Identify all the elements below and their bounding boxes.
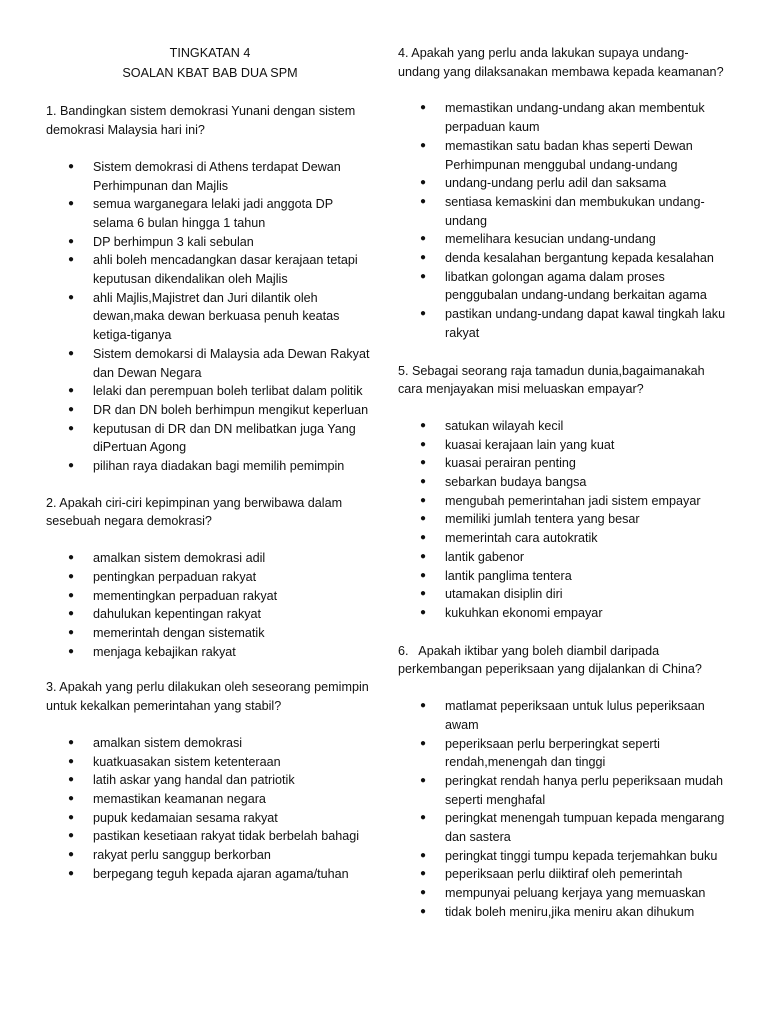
answer-item: [46, 382, 374, 401]
answer-item: [398, 548, 726, 567]
answer-text: pastikan undang-undang dapat kawal tingkah laku rakyat: [445, 307, 726, 340]
answer-item: [46, 605, 374, 624]
answer-item: [398, 305, 726, 342]
answer-item: [398, 735, 726, 772]
answer-text: pupuk kedamaian sesama rakyat: [93, 810, 278, 825]
answer-text: kuasai kerajaan lain yang kuat: [445, 437, 615, 452]
question-text: 2. Apakah ciri-ciri kepimpinan yang berwibawa dalam sesebuah negara demokrasi?: [46, 495, 343, 529]
answer-text: kuatkuasakan sistem ketenteraan: [93, 754, 281, 769]
bullet-icon: ●: [68, 160, 75, 172]
answer-item: [398, 492, 726, 511]
answer-text: mempunyai peluang kerjaya yang memuaskan: [445, 886, 706, 901]
question-text: 1. Bandingkan sistem demokrasi Yunani dengan sistem demokrasi Malaysia hari ini?: [46, 104, 356, 138]
answer-item: [46, 624, 374, 643]
bullet-icon: ●: [68, 774, 75, 786]
answer-item: [398, 193, 726, 230]
answer-text: amalkan sistem demokrasi: [93, 735, 243, 750]
answer-text: peringkat rendah hanya perlu peperiksaan mudah seperti menghafal: [445, 773, 723, 807]
answer-item: [398, 884, 726, 903]
bullet-icon: ●: [420, 270, 427, 282]
answer-item: [46, 568, 374, 587]
header-level: TINGKATAN 4: [169, 46, 251, 60]
question-block-1: [46, 102, 374, 475]
answer-item: [46, 771, 374, 790]
answer-item: [398, 510, 726, 529]
answer-text: memastikan satu badan khas seperti Dewan Perhimpunan menggubal undang-undang: [445, 138, 693, 172]
answer-item: [46, 809, 374, 828]
answer-item: [398, 230, 726, 249]
answer-text: utamakan disiplin diri: [445, 587, 563, 602]
answer-text: tidak boleh meniru,jika meniru akan dihukum: [445, 904, 695, 919]
answer-item: [46, 643, 374, 662]
answer-item: [46, 865, 374, 884]
answer-text: kukuhkan ekonomi empayar: [445, 605, 603, 620]
answer-list: [46, 734, 374, 884]
answer-item: [46, 401, 374, 420]
answer-item: [46, 420, 374, 457]
answer-text: pastikan kesetiaan rakyat tidak berbelah bahagi: [93, 829, 360, 844]
answer-text: berpegang teguh kepada ajaran agama/tuhan: [93, 866, 349, 881]
answer-text: memastikan keamanan negara: [93, 791, 266, 806]
answer-item: [398, 174, 726, 193]
question-block-2: [46, 494, 374, 662]
answer-item: [46, 345, 374, 382]
answer-list: [398, 99, 726, 342]
answer-text: DR dan DN boleh berhimpun mengikut keperluan: [93, 402, 369, 417]
bullet-icon: ●: [420, 195, 427, 207]
question-text: 3. Apakah yang perlu dilakukan oleh seseorang pemimpin untuk kekalkan pemerintahan yang stabil?: [46, 680, 369, 714]
bullet-icon: ●: [420, 887, 427, 899]
answer-item: [398, 417, 726, 436]
bullet-icon: ●: [68, 254, 75, 266]
bullet-icon: ●: [68, 608, 75, 620]
answer-text: ahli Majlis,Majistret dan Juri dilantik oleh dewan,maka dewan berkuasa penuh keatas ketiga-tiganya: [93, 290, 340, 343]
answer-item: [398, 436, 726, 455]
question-block-6: [398, 642, 726, 922]
answer-text: memastikan undang-undang akan membentuk perpaduan kaum: [445, 101, 705, 135]
bullet-icon: ●: [68, 792, 75, 804]
bullet-icon: ●: [420, 308, 427, 320]
answer-text: ahli boleh mencadangkan dasar kerajaan tetapi keputusan dikendalikan oleh Majlis: [93, 253, 358, 287]
bullet-icon: ●: [420, 177, 427, 189]
bullet-icon: ●: [420, 774, 427, 786]
bullet-icon: ●: [420, 252, 427, 264]
answer-text: menjaga kebajikan rakyat: [93, 644, 236, 659]
answer-item: [46, 549, 374, 568]
question-block-4: [398, 44, 726, 343]
question-text: 5. Sebagai seorang raja tamadun dunia,bagaimanakah cara menjayakan misi meluaskan empayar?: [398, 363, 705, 397]
bullet-icon: ●: [68, 198, 75, 210]
bullet-icon: ●: [68, 849, 75, 861]
answer-item: [398, 604, 726, 623]
bullet-icon: ●: [68, 552, 75, 564]
answer-text: kuasai perairan penting: [445, 456, 576, 471]
answer-item: [398, 585, 726, 604]
answer-item: [398, 99, 726, 136]
bullet-icon: ●: [68, 385, 75, 397]
answer-text: keputusan di DR dan DN melibatkan juga Yang diPertuan Agong: [93, 421, 356, 455]
bullet-icon: ●: [420, 812, 427, 824]
bullet-icon: ●: [420, 457, 427, 469]
answer-text: matlamat peperiksaan untuk lulus peperiksaan awam: [445, 699, 705, 732]
answer-item: [46, 195, 374, 232]
answer-text: peringkat menengah tumpuan kepada mengarang dan sastera: [445, 811, 725, 845]
document-header: [46, 44, 374, 82]
answer-list: [46, 549, 374, 661]
answer-item: [398, 268, 726, 305]
bullet-icon: ●: [420, 737, 427, 749]
header-title: SOALAN KBAT BAB DUA SPM: [122, 65, 298, 80]
left-column: [46, 44, 374, 883]
bullet-icon: ●: [68, 422, 75, 434]
bullet-icon: ●: [68, 589, 75, 601]
answer-list: [398, 697, 726, 921]
bullet-icon: ●: [68, 830, 75, 842]
bullet-icon: ●: [420, 569, 427, 581]
answer-text: mengubah pemerintahan jadi sistem empayar: [445, 493, 701, 508]
bullet-icon: ●: [68, 460, 75, 472]
answer-text: memerintah dengan sistematik: [93, 625, 265, 640]
answer-text: memerintah cara autokratik: [445, 531, 598, 546]
bullet-icon: ●: [420, 513, 427, 525]
answer-text: peperiksaan perlu berperingkat seperti rendah,menengah dan tinggi: [445, 736, 660, 770]
answer-text: Sistem demokarsi di Malaysia ada Dewan Rakyat dan Dewan Negara: [93, 346, 370, 380]
answer-item: [46, 790, 374, 809]
answer-item: [398, 697, 726, 734]
answer-text: peringkat tinggi tumpu kepada terjemahkan buku: [445, 848, 718, 863]
bullet-icon: ●: [420, 494, 427, 506]
right-column: [398, 44, 726, 922]
answer-text: semua warganegara lelaki jadi anggota DP selama 6 bulan hingga 1 tahun: [93, 197, 333, 230]
answer-item: [398, 454, 726, 473]
answer-item: [46, 846, 374, 865]
answer-item: [398, 809, 726, 846]
answer-item: [398, 249, 726, 268]
answer-list: [398, 417, 726, 623]
answer-text: pilihan raya diadakan bagi memilih pemimpin: [93, 459, 345, 474]
bullet-icon: ●: [68, 291, 75, 303]
question-block-3: [46, 678, 374, 883]
answer-item: [398, 473, 726, 492]
bullet-icon: ●: [68, 867, 75, 879]
answer-text: peperiksaan perlu diiktiraf oleh pemerintah: [445, 867, 683, 882]
answer-item: [46, 753, 374, 772]
answer-text: memiliki jumlah tentera yang besar: [445, 512, 640, 527]
answer-text: memelihara kesucian undang-undang: [445, 232, 656, 247]
bullet-icon: ●: [420, 233, 427, 245]
answer-text: satukan wilayah kecil: [445, 418, 564, 433]
answer-text: DP berhimpun 3 kali sebulan: [93, 234, 254, 249]
answer-text: dahulukan kepentingan rakyat: [93, 607, 262, 622]
answer-text: libatkan golongan agama dalam proses penggubalan undang-undang berkaitan agama: [445, 269, 707, 303]
bullet-icon: ●: [420, 139, 427, 151]
answer-item: [398, 865, 726, 884]
answer-item: [46, 734, 374, 753]
answer-item: [46, 289, 374, 345]
answer-item: [46, 827, 374, 846]
answer-item: [398, 529, 726, 548]
question-text: 6. Apakah iktibar yang boleh diambil daripada perkembangan peperiksaan yang dijalankan di China?: [398, 643, 702, 677]
answer-item: [398, 847, 726, 866]
bullet-icon: ●: [420, 532, 427, 544]
answer-item: [398, 567, 726, 586]
question-block-5: [398, 362, 726, 623]
bullet-icon: ●: [420, 905, 427, 917]
answer-text: latih askar yang handal dan patriotik: [93, 773, 295, 788]
answer-item: [46, 158, 374, 195]
bullet-icon: ●: [68, 570, 75, 582]
bullet-icon: ●: [420, 550, 427, 562]
answer-text: Sistem demokrasi di Athens terdapat Dewan Perhimpunan dan Majlis: [93, 159, 341, 193]
bullet-icon: ●: [420, 102, 427, 114]
bullet-icon: ●: [68, 645, 75, 657]
answer-item: [398, 903, 726, 922]
bullet-icon: ●: [420, 438, 427, 450]
answer-item: [46, 457, 374, 476]
answer-item: [46, 233, 374, 252]
answer-text: rakyat perlu sanggup berkorban: [93, 848, 271, 863]
answer-text: pentingkan perpaduan rakyat: [93, 569, 257, 584]
answer-text: mementingkan perpaduan rakyat: [93, 588, 278, 603]
bullet-icon: ●: [420, 700, 427, 712]
bullet-icon: ●: [420, 868, 427, 880]
bullet-icon: ●: [420, 588, 427, 600]
bullet-icon: ●: [68, 755, 75, 767]
answer-text: sebarkan budaya bangsa: [445, 475, 587, 490]
bullet-icon: ●: [68, 235, 75, 247]
question-text: 4. Apakah yang perlu anda lakukan supaya undang-undang yang dilaksanakan membawa kepada keamanan?: [398, 46, 724, 79]
bullet-icon: ●: [68, 403, 75, 415]
answer-text: lantik panglima tentera: [445, 568, 572, 583]
answer-item: [398, 772, 726, 809]
bullet-icon: ●: [68, 347, 75, 359]
bullet-icon: ●: [420, 606, 427, 618]
bullet-icon: ●: [68, 626, 75, 638]
answer-text: lantik gabenor: [445, 549, 525, 564]
answer-item: [46, 251, 374, 288]
bullet-icon: ●: [68, 811, 75, 823]
answer-text: undang-undang perlu adil dan saksama: [445, 176, 667, 191]
answer-item: [46, 587, 374, 606]
bullet-icon: ●: [68, 736, 75, 748]
answer-list: [46, 158, 374, 476]
answer-text: denda kesalahan bergantung kepada kesalahan: [445, 251, 714, 266]
bullet-icon: ●: [420, 849, 427, 861]
bullet-icon: ●: [420, 476, 427, 488]
answer-text: amalkan sistem demokrasi adil: [93, 551, 266, 566]
answer-text: lelaki dan perempuan boleh terlibat dalam politik: [93, 384, 363, 399]
bullet-icon: ●: [420, 419, 427, 431]
answer-item: [398, 137, 726, 174]
answer-text: sentiasa kemaskini dan membukukan undang-undang: [445, 194, 705, 228]
